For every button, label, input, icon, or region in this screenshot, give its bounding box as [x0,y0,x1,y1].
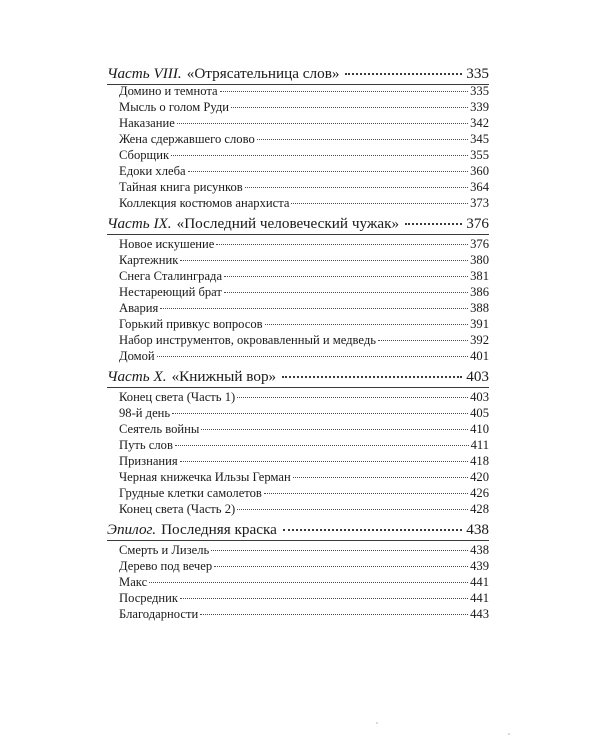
entry-title: Признания [119,454,178,468]
entry-page-number: 376 [470,237,489,251]
entry-title: Домой [119,349,155,363]
dot-leader [283,517,462,531]
entry-title: Макс [119,575,148,589]
dot-leader [175,435,469,446]
entry-title: Жена сдержавшего слово [119,132,255,146]
entry-title: Посредник [119,591,179,605]
dot-leader [405,211,462,225]
part-label: Эпилог. [107,521,157,538]
entry-title: Тайная книга рисунков [119,180,243,194]
entry-page-number: 392 [470,333,489,347]
entry-page-number: 411 [470,438,489,452]
toc-entry[interactable] [119,501,489,517]
toc-entry[interactable] [119,348,489,364]
part-title: Последняя краска [161,521,277,538]
entry-title: Черная книжечка Ильзы Герман [119,470,291,484]
entry-page-number: 345 [470,132,489,146]
entry-page-number: 355 [470,148,489,162]
dot-leader [257,129,468,140]
part-page-number: 403 [466,368,489,385]
entry-page-number: 401 [470,349,489,363]
entry-page-number: 405 [470,406,489,420]
entry-page-number: 335 [470,84,489,98]
entry-page-number: 386 [470,285,489,299]
part-page-number: 335 [466,65,489,82]
entry-title: Грудные клетки самолетов [119,486,262,500]
dot-leader [200,604,468,615]
entry-title: Снега Сталинграда [119,269,223,283]
entry-title: Конец света (Часть 2) [119,502,236,516]
entry-page-number: 426 [470,486,489,500]
part-title: «Последний человеческий чужак» [176,215,400,232]
entry-title: Набор инструментов, окровавленный и медведь [119,333,376,347]
toc-part-heading[interactable] [107,64,489,82]
entry-page-number: 410 [470,422,489,436]
entry-title: Наказание [119,116,175,130]
entry-page-number: 443 [470,607,489,621]
entry-title: Нестареющий брат [119,285,222,299]
entry-page-number: 438 [470,543,489,557]
dot-leader [172,403,468,414]
dot-leader [201,419,468,430]
entry-page-number: 441 [470,575,489,589]
dot-leader [171,145,468,156]
entry-page-number: 391 [470,317,489,331]
part-page-number: 438 [466,521,489,538]
entry-title: Горький привкус вопросов [119,317,263,331]
entry-page-number: 439 [470,559,489,573]
dot-leader [220,81,468,92]
part-label: Часть X. [107,368,167,385]
entry-title: Путь слов [119,438,173,452]
entry-page-number: 418 [470,454,489,468]
dot-leader [293,467,468,478]
dot-leader [188,161,469,172]
entry-title: Благодарности [119,607,199,621]
entry-page-number: 380 [470,253,489,267]
part-title: «Книжный вор» [171,368,277,385]
entry-page-number: 428 [470,502,489,516]
dot-leader [265,314,469,325]
dot-leader [231,97,468,108]
dot-leader [237,387,468,398]
toc-entry[interactable] [119,606,489,622]
dot-leader [216,234,468,245]
toc-entry[interactable] [119,195,489,211]
dot-leader [157,346,468,357]
entry-title: Дерево под вечер [119,559,213,573]
entry-page-number: 373 [470,196,489,210]
dot-leader [180,588,468,599]
dot-leader [378,330,468,341]
toc-part-heading[interactable] [107,367,489,385]
toc-part-heading[interactable] [107,520,489,538]
entry-page-number: 441 [470,591,489,605]
entry-title: Новое искушение [119,237,215,251]
entry-title: Авария [119,301,159,315]
dot-leader [282,364,462,378]
entry-title: 98-й день [119,406,171,420]
entry-page-number: 388 [470,301,489,315]
dot-leader [237,499,468,510]
entry-title: Конец света (Часть 1) [119,390,236,404]
dot-leader [160,298,468,309]
dot-leader [180,250,468,261]
entry-page-number: 381 [470,269,489,283]
entry-title: Смерть и Лизель [119,543,210,557]
entry-title: Картежник [119,253,179,267]
dot-leader [345,61,462,75]
dot-leader [224,266,468,277]
dot-leader [214,556,468,567]
entry-title: Сборщик [119,148,170,162]
dot-leader [264,483,468,494]
toc-part-heading[interactable] [107,214,489,232]
paper-speck [376,722,378,724]
dot-leader [224,282,468,293]
paper-speck [508,733,510,735]
entry-page-number: 364 [470,180,489,194]
dot-leader [149,572,468,583]
dot-leader [291,193,468,204]
entry-page-number: 339 [470,100,489,114]
entry-title: Домино и темнота [119,84,218,98]
entry-page-number: 403 [470,390,489,404]
entry-title: Мысль о голом Руди [119,100,229,114]
dot-leader [211,540,468,551]
entry-page-number: 360 [470,164,489,178]
entry-title: Едоки хлеба [119,164,186,178]
entry-title: Сеятель войны [119,422,200,436]
dot-leader [177,113,468,124]
entry-page-number: 342 [470,116,489,130]
entry-title: Коллекция костюмов анархиста [119,196,290,210]
dot-leader [180,451,468,462]
part-page-number: 376 [466,215,489,232]
entry-page-number: 420 [470,470,489,484]
dot-leader [245,177,468,188]
part-label: Часть VIII. [107,65,182,82]
part-title: «Отрясательница слов» [186,65,340,82]
part-label: Часть IX. [107,215,172,232]
